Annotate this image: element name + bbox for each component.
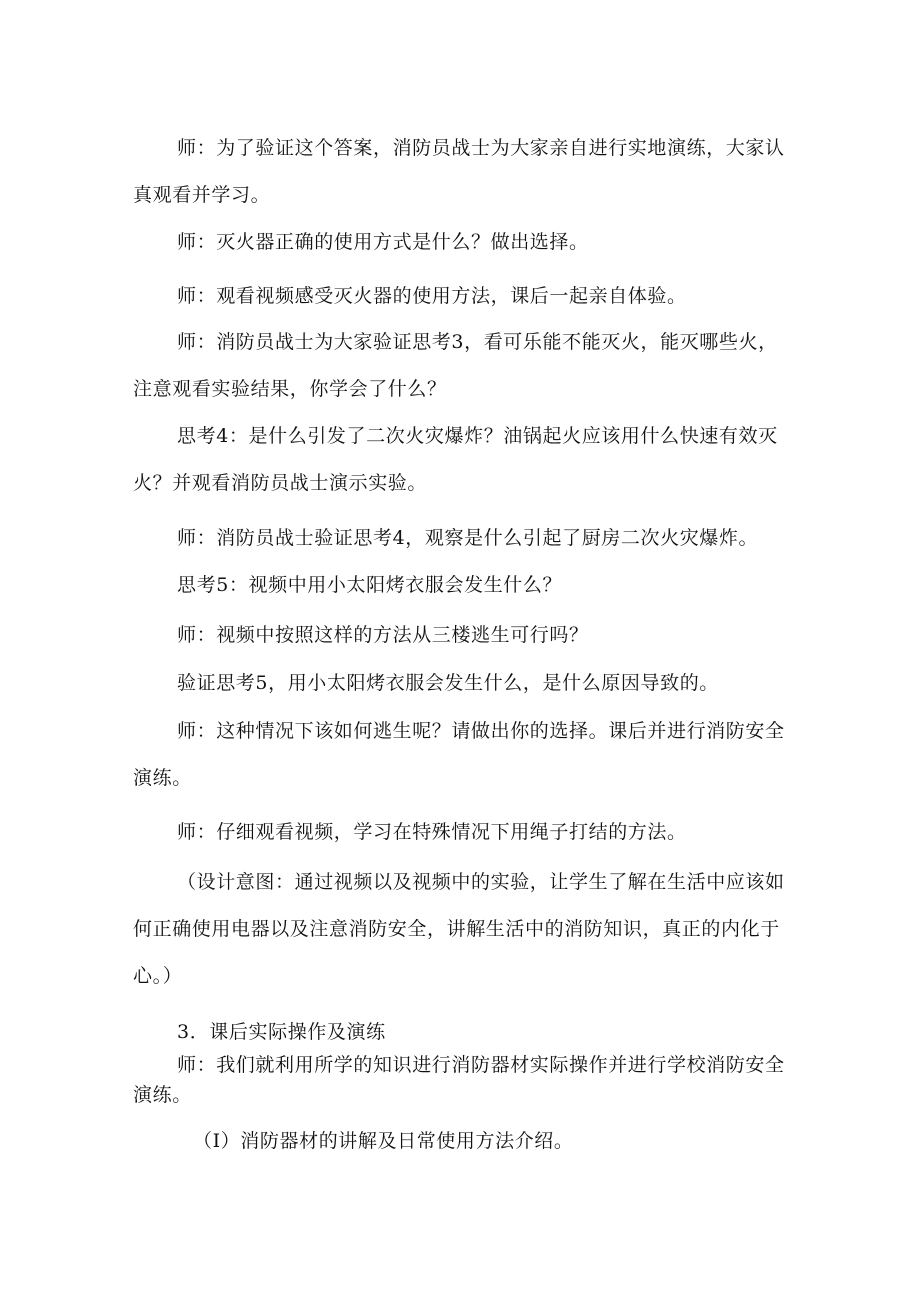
paragraph-13: 师：我们就利用所学的知识进行消防器材实际操作并进行学校消防安全演练。 — [133, 1054, 785, 1106]
paragraph-10: 师：这种情况下该如何逃生呢？请做出你的选择。课后并进行消防安全演练。 — [133, 720, 785, 789]
paragraph-8: 师：视频中按照这样的方法从三楼逃生可行吗？ — [177, 624, 589, 646]
section-heading-3: 3．课后实际操作及演练 — [177, 1021, 386, 1043]
sub-item-1: （I）消防器材的讲解及日常使用方法介绍。 — [193, 1130, 574, 1152]
paragraph-1: 师：为了验证这个答案，消防员战士为大家亲自进行实地演练，大家认真观看并学习。 — [133, 137, 785, 206]
paragraph-7: 思考5：视频中用小太阳烤衣服会发生什么？ — [177, 574, 563, 596]
paragraph-5: 思考4：是什么引发了二次火灾爆炸？油锅起火应该用什么快速有效灭火？并观看消防员战士演示实验。 — [133, 425, 778, 494]
paragraph-9: 验证思考5，用小太阳烤衣服会发生什么，是什么原因导致的。 — [177, 672, 719, 694]
paragraph-6: 师：消防员战士验证思考4，观察是什么引起了厨房二次火灾爆炸。 — [177, 527, 759, 549]
paragraph-2: 师：灭火器正确的使用方式是什么？做出选择。 — [177, 231, 589, 253]
paragraph-4: 师：消防员战士为大家验证思考3，看可乐能不能灭火，能灭哪些火，注意观看实验结果，你学会了什么？ — [133, 331, 778, 400]
paragraph-11: 师：仔细观看视频，学习在特殊情况下用绳子打结的方法。 — [177, 821, 687, 843]
paragraph-3: 师：观看视频感受灭火器的使用方法，课后一起亲自体验。 — [177, 285, 687, 307]
paragraph-design-intent: （设计意图：通过视频以及视频中的实验，让学生了解在生活中应该如何正确使用电器以及注意消防安全，讲解生活中的消防知识，真正的内化于心。） — [133, 871, 785, 987]
